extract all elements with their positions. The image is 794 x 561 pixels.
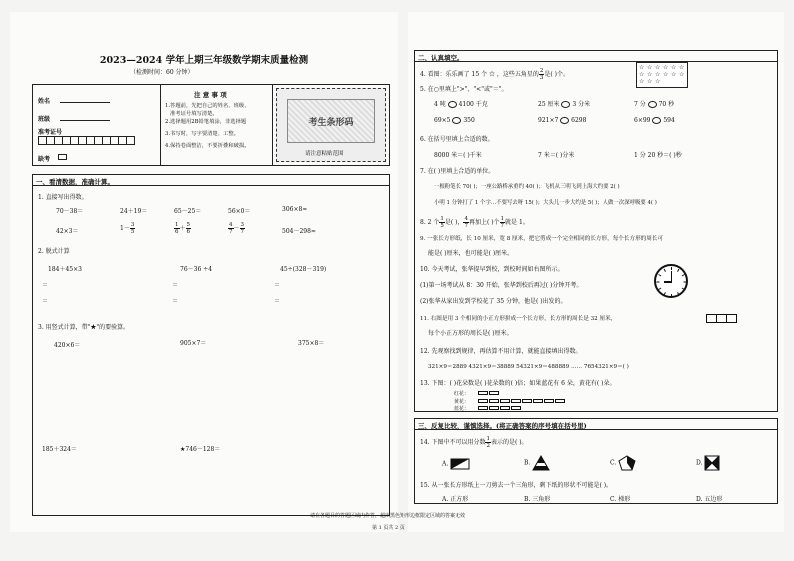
notice-line-1: 1.答题前，先把自己的姓名、班级、 xyxy=(165,103,250,109)
star-icon: ☆ xyxy=(663,64,669,71)
numerator: 3 xyxy=(240,222,245,228)
q2-title: 2. 脱式计算 xyxy=(38,248,70,255)
q8 xyxy=(420,216,529,229)
denominator: 7 xyxy=(229,229,233,235)
red-bar xyxy=(478,391,500,395)
q11-line-2: 每个小正方形的周长是( )厘米。 xyxy=(428,330,513,337)
option-d-label: D. xyxy=(696,459,703,467)
red-label: 红花： xyxy=(454,391,470,397)
q2-eq-3b: ＝ xyxy=(274,298,281,305)
notice-line-3: 2.选择题用2B铅笔填涂，非选择题 xyxy=(165,119,247,125)
q5-right: 350 xyxy=(463,117,475,124)
compare-oval[interactable] xyxy=(560,117,569,124)
q5-r1-c2 xyxy=(538,99,590,108)
q2-eq-1a: ＝ xyxy=(42,282,49,289)
option-b-label: B. xyxy=(524,459,531,467)
q14 xyxy=(420,436,528,449)
q6-title: 6. 在括号里填上合适的数。 xyxy=(420,136,494,143)
q14-pre: 14. 下图中不可以用分数 xyxy=(420,439,486,446)
q5-r2-c1 xyxy=(434,117,475,124)
q14-option-c[interactable] xyxy=(610,455,636,471)
class-label: 班级 xyxy=(38,116,51,123)
barcode-caption: 请注意粘贴范围 xyxy=(305,151,344,157)
star-icon: ☆ xyxy=(639,78,645,85)
section-1-box xyxy=(32,174,390,516)
option-a-label: A. xyxy=(442,460,449,468)
q15-line: 15. 从一张长方形纸上一刀剪去一个三角形，剩下纸的形状不可能是( )。 xyxy=(420,482,613,489)
q15-option-b[interactable]: B. 三角形 xyxy=(524,496,551,503)
star-icon: ☆ xyxy=(655,78,661,85)
star-icon: ☆ xyxy=(679,64,685,71)
q15-option-a[interactable]: A. 正方形 xyxy=(442,496,469,503)
q1-r1-c3: 65－25＝ xyxy=(174,208,202,215)
q5-right: 70 秒 xyxy=(658,101,675,108)
hour-hand xyxy=(664,281,672,283)
denominator: 6 xyxy=(186,229,191,235)
notice-line-4: 3.书写时，写字要清楚、工整。 xyxy=(165,131,239,137)
q2-expr-3: 45÷(328－319) xyxy=(280,266,327,273)
denominator: 3 xyxy=(539,75,544,81)
q5-right: 3 分米 xyxy=(572,101,591,108)
absent-checkbox[interactable] xyxy=(58,154,67,160)
q6-item-3: 1 分 20 秒＝( )秒 xyxy=(634,152,682,159)
compare-oval[interactable] xyxy=(452,117,461,124)
q13-line: 13. 下图：( )花朵数是( )花朵数的( )倍；如果蓝花有 6 朵，黄花有( )朵。 xyxy=(420,380,616,387)
fraction-3-7 xyxy=(240,222,246,235)
star-icon: ☆ xyxy=(647,78,653,85)
q5-right: 4100 千克 xyxy=(458,101,488,108)
clock-icon xyxy=(654,264,688,298)
q4 xyxy=(420,68,569,81)
three-square-rectangle xyxy=(706,314,736,323)
footer-page-number: 第 1 页共 2 页 xyxy=(372,525,405,531)
numerator: 1 xyxy=(500,216,505,222)
q12-line: 321×9＝2889 4321×9＝38889 54321×9＝488889 …… 7654321×9＝( ) xyxy=(428,364,629,370)
numerator: 5 xyxy=(186,222,191,228)
numerator: 4 xyxy=(229,222,233,228)
q5-left: 4 吨 xyxy=(434,101,446,108)
star-icon: ☆ xyxy=(655,64,661,71)
notice-line-2: 准考证号填写清楚。 xyxy=(170,111,218,117)
q2-eq-3a: ＝ xyxy=(274,282,281,289)
info-divider-2 xyxy=(272,84,273,166)
footer-warning: 请在各题目的答题区域内作答，超出黑色矩形边框限定区域的答案无效 xyxy=(310,513,466,519)
fraction-5-6 xyxy=(186,222,192,235)
star-icon: ☆ xyxy=(671,64,677,71)
section-2-title: 二、认真填空。 xyxy=(414,50,778,62)
q1-r2-c3 xyxy=(174,222,191,235)
q7-line-1: 一根粉笔长 70( )；一座公路桥承重约 40( )；飞机从三明飞到上海大约要 2( ) xyxy=(434,184,620,190)
q8-mid-2: 再加上( )个 xyxy=(468,219,500,226)
q3-r1-c2: 905×7＝ xyxy=(180,340,207,347)
q2-eq-2a: ＝ xyxy=(172,282,179,289)
q5-r1-c3 xyxy=(634,99,674,108)
q3-r2-c1: 185＋324＝ xyxy=(42,446,77,453)
ticket-number-cells[interactable] xyxy=(38,136,134,145)
section-1-title: 一、看清数据，准确计算。 xyxy=(32,174,390,186)
q2-expr-2: 76－36 ÷4 xyxy=(180,266,213,273)
shaded-pentagon-icon xyxy=(618,455,636,471)
q2-eq-2b: ＝ xyxy=(172,298,179,305)
q6-item-2: 7 米＝( )分米 xyxy=(538,152,575,159)
yellow-label: 黄花： xyxy=(454,399,470,405)
q1-r2-c2-pre: 1－ xyxy=(120,225,130,232)
denominator: 5 xyxy=(130,229,135,235)
q5-left: 6×99 xyxy=(634,117,651,124)
denominator: 7 xyxy=(500,223,505,229)
star-icon: ☆ xyxy=(655,71,661,78)
numerator: 1 xyxy=(440,216,444,222)
q10-line-2: (2)张华从家出发到学校花了 35 分钟，他是( )出发的。 xyxy=(420,298,567,305)
q1-r1-c5: 306×8≈ xyxy=(282,206,308,213)
star-grid xyxy=(636,62,688,88)
q1-title: 1. 直接写出得数。 xyxy=(38,194,88,201)
half-shaded-rectangle-icon xyxy=(450,458,470,470)
exam-title: 2023—2024 学年上期三年级数学期末质量检测 xyxy=(99,55,309,66)
name-label: 姓名 xyxy=(38,98,51,105)
plus-sign: ＋ xyxy=(179,225,186,232)
star-icon: ☆ xyxy=(671,71,677,78)
q3-r2-c2: ★746－128＝ xyxy=(180,446,221,453)
ticket-label: 准考证号 xyxy=(38,129,63,136)
compare-oval[interactable] xyxy=(448,101,457,108)
option-c-label: C. xyxy=(610,459,617,467)
q5-title: 5. 在○里填上">"、"<"或"＝"。 xyxy=(420,86,508,93)
q14-option-b[interactable] xyxy=(524,455,550,471)
q3-title: 3. 用竖式计算，带"★"的要验算。 xyxy=(38,324,130,331)
denominator: 2 xyxy=(486,443,490,449)
q14-post: 表示的是( )。 xyxy=(490,439,528,446)
q3-r1-c1: 420×6＝ xyxy=(54,342,81,349)
q1-r1-c1: 70－38＝ xyxy=(56,208,84,215)
q5-right: 594 xyxy=(663,117,675,124)
q1-r1-c4: 56×0＝ xyxy=(228,208,251,215)
q4-pre: 4. 看图：乐乐画了 15 个 ☆ ，这些五角星的 xyxy=(420,71,539,78)
left-page xyxy=(10,12,398,532)
q5-left: 25 厘米 xyxy=(538,101,560,108)
star-icon: ☆ xyxy=(663,71,669,78)
numerator: 3 xyxy=(130,222,135,228)
numerator: 4 xyxy=(464,216,468,222)
q1-r2-c1: 42×3＝ xyxy=(56,228,79,235)
q14-option-a[interactable] xyxy=(442,458,470,470)
denominator: 7 xyxy=(240,229,245,235)
absent-label: 缺考 xyxy=(38,156,51,163)
denominator: 7 xyxy=(464,223,468,229)
compare-oval[interactable] xyxy=(648,101,657,108)
q1-r2-c4 xyxy=(228,222,245,235)
q4-post: 是( )个。 xyxy=(544,71,569,78)
exam-duration: （检测时间：60 分钟） xyxy=(130,69,194,76)
class-field[interactable] xyxy=(60,120,110,121)
numerator: 2 xyxy=(539,68,544,74)
q5-r1-c1 xyxy=(434,99,488,108)
q8-pre: 8. 2 个 xyxy=(420,219,440,226)
numerator: 1 xyxy=(175,222,179,228)
blue-bar xyxy=(478,406,522,410)
q7-line-2: 小明 1 分钟打了 1 个字…不要写去呀 15( )；大头儿一步大约是 5( )；人做一次深呼吸要 4( ) xyxy=(434,200,657,206)
star-icon: ☆ xyxy=(639,71,645,78)
star-icon: ☆ xyxy=(639,64,645,71)
notice-title: 注 意 事 项 xyxy=(194,91,227,99)
q5-left: 921×7 xyxy=(538,117,559,124)
q5-r2-c2 xyxy=(538,117,586,124)
name-field[interactable] xyxy=(60,102,110,103)
q15-option-c[interactable]: C. 梯形 xyxy=(610,496,631,503)
info-divider-1 xyxy=(160,84,161,166)
shaded-square-icon xyxy=(704,455,720,471)
blue-label: 蓝花： xyxy=(454,406,470,412)
q8-post: 就是 1。 xyxy=(505,219,529,226)
star-icon: ☆ xyxy=(679,71,685,78)
barcode-label: 考生条形码 xyxy=(287,99,375,143)
q9-line-1: 9. 一张长方形纸，长 10 厘米，宽 8 厘米，把它剪成一个完全相同的长方形，每个长方形的周长可 xyxy=(420,236,664,242)
q1-r2-c5: 504－298≈ xyxy=(282,228,316,235)
q11-line-1: 11. 右图是用 3 个相同的小正方形拼成一个长方形，长方形的周长是 32 厘米， xyxy=(420,316,617,322)
right-page xyxy=(408,12,784,532)
q5-left: 69×5 xyxy=(434,117,451,124)
barcode-area xyxy=(276,88,386,162)
q1-r2-c2 xyxy=(120,222,135,235)
denominator: 6 xyxy=(175,229,179,235)
star-icon: ☆ xyxy=(647,64,653,71)
q2-expr-1: 184＋45×3 xyxy=(48,266,82,273)
q12-title: 12. 先观察找到规律，再估算不用计算，就能直接填出得数。 xyxy=(420,348,582,355)
numerator: 1 xyxy=(486,436,490,442)
star-icon: ☆ xyxy=(647,71,653,78)
q8-mid-1: 是( )， xyxy=(444,219,464,226)
section-3-title: 三、反复比较，谨慎选择。(将正确答案的序号填在括号里) xyxy=(414,418,778,430)
minus-sign: － xyxy=(233,225,240,232)
q5-r2-c3 xyxy=(634,117,675,124)
q9-line-2: 能是( )厘米，也可能是( )厘米。 xyxy=(428,250,514,257)
q2-eq-1b: ＝ xyxy=(42,298,49,305)
notice-line-5: 4.保持卷面整洁，不要折叠和破损。 xyxy=(165,143,250,149)
q15-option-d[interactable]: D. 五边形 xyxy=(696,496,723,503)
q7-title: 7. 在( )里填上合适的单位。 xyxy=(420,168,495,175)
q14-option-d[interactable] xyxy=(696,455,720,471)
compare-oval[interactable] xyxy=(652,117,661,124)
fraction-3-5 xyxy=(130,222,136,235)
q10-line-1: (1)第一场考试从 8：30 开始，张华到校后再过( )分钟开考。 xyxy=(420,282,583,289)
yellow-bar xyxy=(478,399,566,403)
q5-left: 7 分 xyxy=(634,101,646,108)
shaded-triangle-icon xyxy=(532,455,550,471)
q5-right: 6298 xyxy=(571,117,587,124)
q6-item-1: 8000 米＝( )千米 xyxy=(434,152,482,159)
q1-r1-c2: 24＋19＝ xyxy=(120,208,148,215)
compare-oval[interactable] xyxy=(561,101,570,108)
denominator: 5 xyxy=(440,223,444,229)
q3-r1-c3: 375×8＝ xyxy=(298,340,325,347)
q10-title: 10. 今天考试，张华提早到校，到校时间如右图所示。 xyxy=(420,266,564,273)
